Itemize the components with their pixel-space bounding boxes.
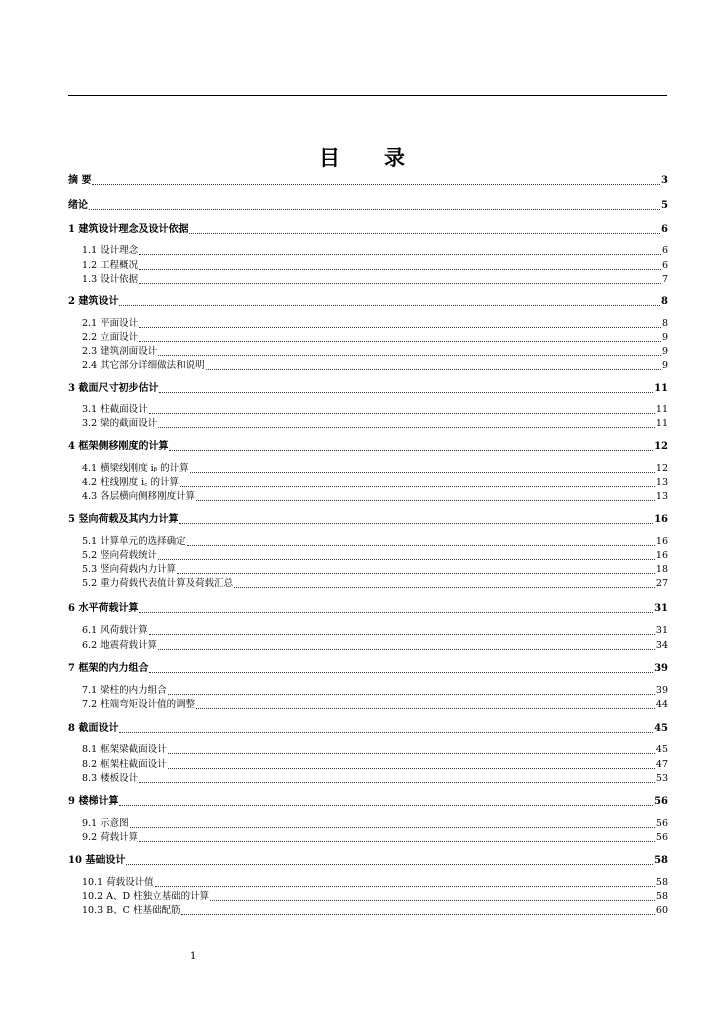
toc-entry-page: 6 bbox=[661, 224, 668, 235]
toc-leader bbox=[119, 795, 653, 806]
toc-entry[interactable] bbox=[68, 771, 668, 785]
toc-leader bbox=[187, 535, 655, 546]
toc-leader bbox=[181, 904, 654, 915]
toc-entry-label: 3.1 柱截面设计 bbox=[82, 404, 148, 415]
toc-entry-page: 60 bbox=[655, 905, 668, 916]
toc-entry[interactable] bbox=[68, 548, 668, 562]
toc-entry[interactable] bbox=[68, 661, 668, 675]
toc-entry-label: 9.2 荷载计算 bbox=[82, 832, 139, 843]
toc-entry-label: 4.1 横梁线刚度 iᵦ 的计算 bbox=[82, 463, 189, 474]
toc-entry[interactable] bbox=[68, 258, 668, 272]
toc-entry[interactable] bbox=[68, 243, 668, 257]
toc-entry[interactable] bbox=[68, 294, 668, 308]
toc-entry-page: 56 bbox=[655, 832, 668, 843]
toc-entry[interactable] bbox=[68, 358, 668, 372]
toc-entry-page: 13 bbox=[655, 491, 668, 502]
toc-entry-label: 7.2 柱端弯矩设计值的调整 bbox=[82, 699, 196, 710]
toc-entry-page: 6 bbox=[661, 245, 668, 256]
toc-entry-page: 27 bbox=[655, 578, 668, 589]
toc-leader bbox=[196, 490, 655, 501]
toc-entry[interactable] bbox=[68, 316, 668, 330]
toc-entry-page: 16 bbox=[655, 536, 668, 547]
toc-leader bbox=[206, 359, 661, 370]
toc-entry[interactable] bbox=[68, 889, 668, 903]
toc-leader bbox=[196, 698, 655, 709]
toc-entry-label: 1.2 工程概况 bbox=[82, 260, 139, 271]
toc-entry-page: 6 bbox=[661, 260, 668, 271]
toc-entry-page: 16 bbox=[654, 514, 668, 525]
toc-entry-page: 5 bbox=[661, 200, 668, 211]
toc-entry-page: 34 bbox=[655, 640, 668, 651]
toc-entry-page: 3 bbox=[661, 175, 668, 186]
toc-entry[interactable] bbox=[68, 330, 668, 344]
toc-entry-label: 10.2 A、D 柱独立基础的计算 bbox=[82, 891, 210, 902]
toc-entry[interactable] bbox=[68, 875, 668, 889]
toc-entry-page: 11 bbox=[655, 404, 668, 415]
toc-leader bbox=[139, 259, 661, 270]
toc-entry-page: 8 bbox=[661, 318, 668, 329]
toc-entry[interactable] bbox=[68, 623, 668, 637]
toc-entry[interactable] bbox=[68, 794, 668, 808]
toc-leader bbox=[158, 345, 661, 356]
toc-leader bbox=[139, 831, 655, 842]
toc-entry-label: 8.1 框架梁截面设计 bbox=[82, 744, 167, 755]
toc-entry[interactable] bbox=[68, 512, 668, 526]
toc-entry-page: 47 bbox=[655, 759, 668, 770]
toc-leader bbox=[119, 295, 660, 306]
toc-leader bbox=[149, 624, 655, 635]
toc-entry-page: 11 bbox=[654, 383, 668, 394]
toc-entry-page: 7 bbox=[661, 274, 668, 285]
toc-entry-page: 56 bbox=[655, 818, 668, 829]
toc-entry-page: 31 bbox=[655, 625, 668, 636]
toc-entry-label: 绪论 bbox=[68, 200, 88, 211]
toc-entry[interactable] bbox=[68, 198, 668, 212]
toc-leader bbox=[189, 223, 660, 234]
toc-leader bbox=[139, 772, 655, 783]
toc-entry[interactable] bbox=[68, 816, 668, 830]
toc-leader bbox=[168, 758, 655, 769]
toc-leader bbox=[168, 684, 655, 695]
title-char-2: 录 bbox=[384, 146, 405, 170]
toc-entry-label: 5.2 重力荷载代表值计算及荷载汇总 bbox=[82, 578, 234, 589]
toc-entry-label: 10.1 荷载设计值 bbox=[82, 877, 154, 888]
toc-entry-label: 9 楼梯计算 bbox=[68, 796, 119, 807]
toc-entry-page: 45 bbox=[654, 723, 668, 734]
toc-entry-label: 8.2 框架柱截面设计 bbox=[82, 759, 167, 770]
toc-entry[interactable] bbox=[68, 534, 668, 548]
toc-leader bbox=[234, 577, 655, 588]
toc-entry[interactable] bbox=[68, 344, 668, 358]
toc-entry[interactable] bbox=[68, 576, 668, 590]
toc-entry[interactable] bbox=[68, 757, 668, 771]
toc-entry-page: 53 bbox=[655, 773, 668, 784]
toc-leader bbox=[159, 382, 653, 393]
toc-leader bbox=[92, 174, 660, 185]
toc-entry[interactable] bbox=[68, 683, 668, 697]
toc-leader bbox=[210, 890, 655, 901]
toc-entry-label: 10.3 B、C 柱基础配筋 bbox=[82, 905, 181, 916]
toc-entry-label: 4.2 柱线刚度 i꜀ 的计算 bbox=[82, 477, 179, 488]
page-number: 1 bbox=[190, 951, 197, 962]
toc-entry-page: 58 bbox=[655, 891, 668, 902]
toc-entry-label: 5 竖向荷载及其内力计算 bbox=[68, 514, 179, 525]
toc-entry-page: 44 bbox=[655, 699, 668, 710]
toc-entry[interactable] bbox=[68, 601, 668, 615]
toc-entry-page: 16 bbox=[655, 550, 668, 561]
toc-entry[interactable] bbox=[68, 475, 668, 489]
toc-entry-label: 2.1 平面设计 bbox=[82, 318, 139, 329]
toc-leader bbox=[139, 273, 661, 284]
toc-entry[interactable] bbox=[68, 697, 668, 711]
toc-entry-label: 3.2 梁的截面设计 bbox=[82, 418, 158, 429]
toc-entry[interactable] bbox=[68, 272, 668, 286]
toc-entry[interactable] bbox=[68, 439, 668, 453]
toc-leader bbox=[169, 440, 653, 451]
toc-entry-page: 12 bbox=[654, 441, 668, 452]
toc-leader bbox=[158, 417, 655, 428]
toc-entry-page: 56 bbox=[654, 796, 668, 807]
toc-entry-page: 58 bbox=[654, 855, 668, 866]
toc-leader bbox=[155, 876, 655, 887]
toc-entry-label: 6 水平荷载计算 bbox=[68, 603, 139, 614]
toc-entry-label: 1.1 设计理念 bbox=[82, 245, 139, 256]
toc-entry-label: 5.2 竖向荷载统计 bbox=[82, 550, 158, 561]
toc-leader bbox=[179, 513, 653, 524]
toc-entry-label: 10 基础设计 bbox=[68, 855, 126, 866]
toc-entry-page: 58 bbox=[655, 877, 668, 888]
toc-entry[interactable] bbox=[68, 381, 668, 395]
toc-leader bbox=[130, 817, 655, 828]
toc-entry-page: 11 bbox=[655, 418, 668, 429]
toc-entry-label: 摘 要 bbox=[68, 175, 92, 186]
toc-entry-page: 8 bbox=[661, 296, 668, 307]
toc-entry[interactable] bbox=[68, 402, 668, 416]
toc-leader bbox=[158, 639, 655, 650]
toc-entry-page: 12 bbox=[655, 463, 668, 474]
page-title bbox=[0, 144, 724, 172]
toc-leader bbox=[119, 722, 653, 733]
toc-entry-label: 3 截面尺寸初步估计 bbox=[68, 383, 159, 394]
title-char-1: 目 bbox=[319, 146, 340, 170]
toc-entry-label: 7 框架的内力组合 bbox=[68, 663, 149, 674]
toc-entry-page: 18 bbox=[655, 564, 668, 575]
toc-entry-page: 45 bbox=[655, 744, 668, 755]
toc-leader bbox=[139, 602, 653, 613]
toc-entry-label: 5.1 计算单元的选择确定 bbox=[82, 536, 186, 547]
toc-entry[interactable] bbox=[68, 638, 668, 652]
toc-entry[interactable] bbox=[68, 222, 668, 236]
toc-entry-label: 5.3 竖向荷载内力计算 bbox=[82, 564, 177, 575]
toc-entry-label: 2.3 建筑剖面设计 bbox=[82, 346, 158, 357]
toc-entry[interactable] bbox=[68, 562, 668, 576]
toc-entry-label: 6.1 风荷载计算 bbox=[82, 625, 148, 636]
toc-entry-label: 9.1 示意图 bbox=[82, 818, 129, 829]
toc-entry-page: 39 bbox=[655, 685, 668, 696]
toc-entry[interactable] bbox=[68, 416, 668, 430]
toc-entry-page: 9 bbox=[661, 332, 668, 343]
toc-entry-label: 2 建筑设计 bbox=[68, 296, 119, 307]
toc-leader bbox=[139, 317, 661, 328]
toc-leader bbox=[177, 563, 655, 574]
toc-entry[interactable] bbox=[68, 903, 668, 917]
toc-entry-label: 6.2 地震荷载计算 bbox=[82, 640, 158, 651]
toc-entry-page: 9 bbox=[661, 360, 668, 371]
toc-entry-label: 8 截面设计 bbox=[68, 723, 119, 734]
toc-leader bbox=[139, 244, 661, 255]
toc-entry-label: 4.3 各层横向侧移刚度计算 bbox=[82, 491, 196, 502]
toc-leader bbox=[149, 403, 655, 414]
toc-entry-page: 9 bbox=[661, 346, 668, 357]
toc-entry[interactable] bbox=[68, 489, 668, 503]
toc-leader bbox=[168, 743, 655, 754]
toc-leader bbox=[89, 199, 660, 210]
toc-entry-label: 4 框架侧移刚度的计算 bbox=[68, 441, 169, 452]
toc-entry[interactable] bbox=[68, 461, 668, 475]
toc-entry-label: 8.3 楼板设计 bbox=[82, 773, 139, 784]
toc-entry-page: 13 bbox=[655, 477, 668, 488]
toc-entry[interactable] bbox=[68, 830, 668, 844]
toc-leader bbox=[190, 462, 655, 473]
toc-leader bbox=[126, 854, 653, 865]
toc-entry-label: 1 建筑设计理念及设计依据 bbox=[68, 224, 189, 235]
toc-entry[interactable] bbox=[68, 173, 668, 187]
toc-leader bbox=[149, 662, 653, 673]
toc-entry-label: 1.3 设计依据 bbox=[82, 274, 139, 285]
toc-entry[interactable] bbox=[68, 721, 668, 735]
header-rule bbox=[68, 95, 667, 96]
toc-entry-label: 2.4 其它部分详细做法和说明 bbox=[82, 360, 205, 371]
toc-leader bbox=[139, 331, 661, 342]
toc-entry-page: 39 bbox=[654, 663, 668, 674]
toc-entry-label: 7.1 梁柱的内力组合 bbox=[82, 685, 167, 696]
toc-entry[interactable] bbox=[68, 742, 668, 756]
toc-entry[interactable] bbox=[68, 853, 668, 867]
toc-entry-page: 31 bbox=[654, 603, 668, 614]
toc-entry-label: 2.2 立面设计 bbox=[82, 332, 139, 343]
toc-leader bbox=[180, 476, 655, 487]
toc-leader bbox=[158, 549, 655, 560]
